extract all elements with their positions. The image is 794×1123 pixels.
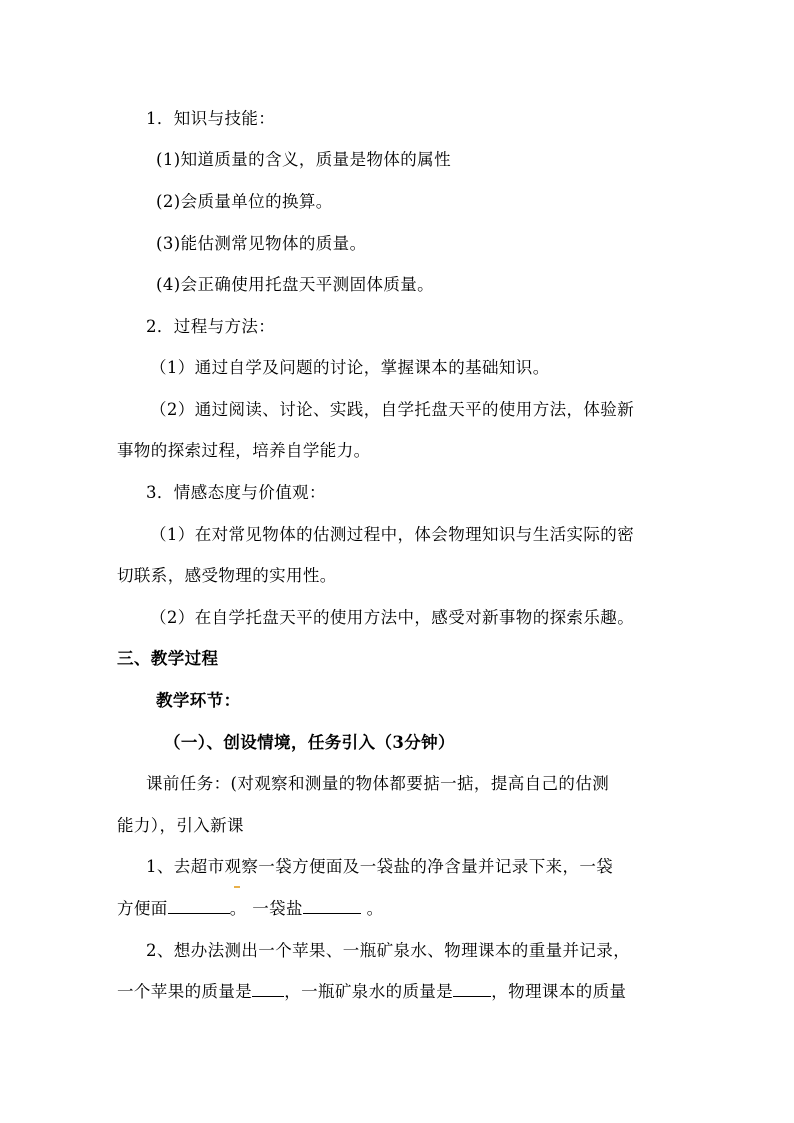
- fill-text: 。 一袋盐: [229, 899, 303, 918]
- paragraph: 课前任务：(对观察和测量的物体都要掂一掂，提高自己的估测: [146, 774, 610, 793]
- heading-process-methods: 2．过程与方法：: [146, 317, 276, 336]
- fill-text: 一个苹果的质量是: [117, 982, 253, 1001]
- paragraph: (2)会质量单位的换算。: [156, 192, 333, 211]
- answer-blank[interactable]: [303, 896, 361, 914]
- paragraph: (1)知道质量的含义，质量是物体的属性: [156, 150, 451, 169]
- paragraph: （2）通过阅读、讨论、实践，自学托盘天平的使用方法，体验新: [150, 400, 635, 419]
- answer-blank[interactable]: [168, 896, 230, 914]
- paragraph: （1）在对常见物体的估测过程中，体会物理知识与生活实际的密: [150, 525, 635, 544]
- stray-mark: [234, 886, 240, 888]
- heading-knowledge-skills: 1．知识与技能：: [146, 109, 276, 128]
- answer-blank[interactable]: [453, 979, 491, 997]
- fill-text: ，一瓶矿泉水的质量是: [284, 982, 454, 1001]
- paragraph: (4)会正确使用托盘天平测固体质量。: [156, 275, 435, 294]
- fill-in-line: [0, 977, 794, 1007]
- fill-text: 方便面: [117, 899, 168, 918]
- fill-text: 。: [360, 899, 384, 918]
- paragraph: (3)能估测常见物体的质量。: [156, 234, 367, 253]
- fill-in-line: [0, 894, 794, 924]
- section-heading: 三、教学过程: [117, 649, 219, 668]
- fill-text: ，物理课本的质量: [491, 982, 627, 1001]
- answer-blank[interactable]: [252, 979, 284, 997]
- subsection-heading: 教学环节：: [156, 691, 241, 710]
- paragraph: （2）在自学托盘天平的使用方法中，感受对新事物的探索乐趣。: [150, 608, 635, 627]
- paragraph: 1、去超市观察一袋方便面及一袋盐的净含量并记录下来，一袋: [146, 857, 614, 876]
- heading-attitude-values: 3．情感态度与价值观：: [146, 483, 326, 502]
- paragraph: 能力），引入新课: [117, 816, 244, 835]
- paragraph: 2、想办法测出一个苹果、一瓶矿泉水、物理课本的重量并记录，: [146, 941, 631, 960]
- step-heading: （一）、创设情境，任务引入（3分钟）: [164, 733, 455, 752]
- paragraph: （1）通过自学及问题的讨论，掌握课本的基础知识。: [150, 358, 550, 377]
- paragraph: 切联系，感受物理的实用性。: [117, 566, 337, 585]
- paragraph: 事物的探索过程，培养自学能力。: [117, 441, 371, 460]
